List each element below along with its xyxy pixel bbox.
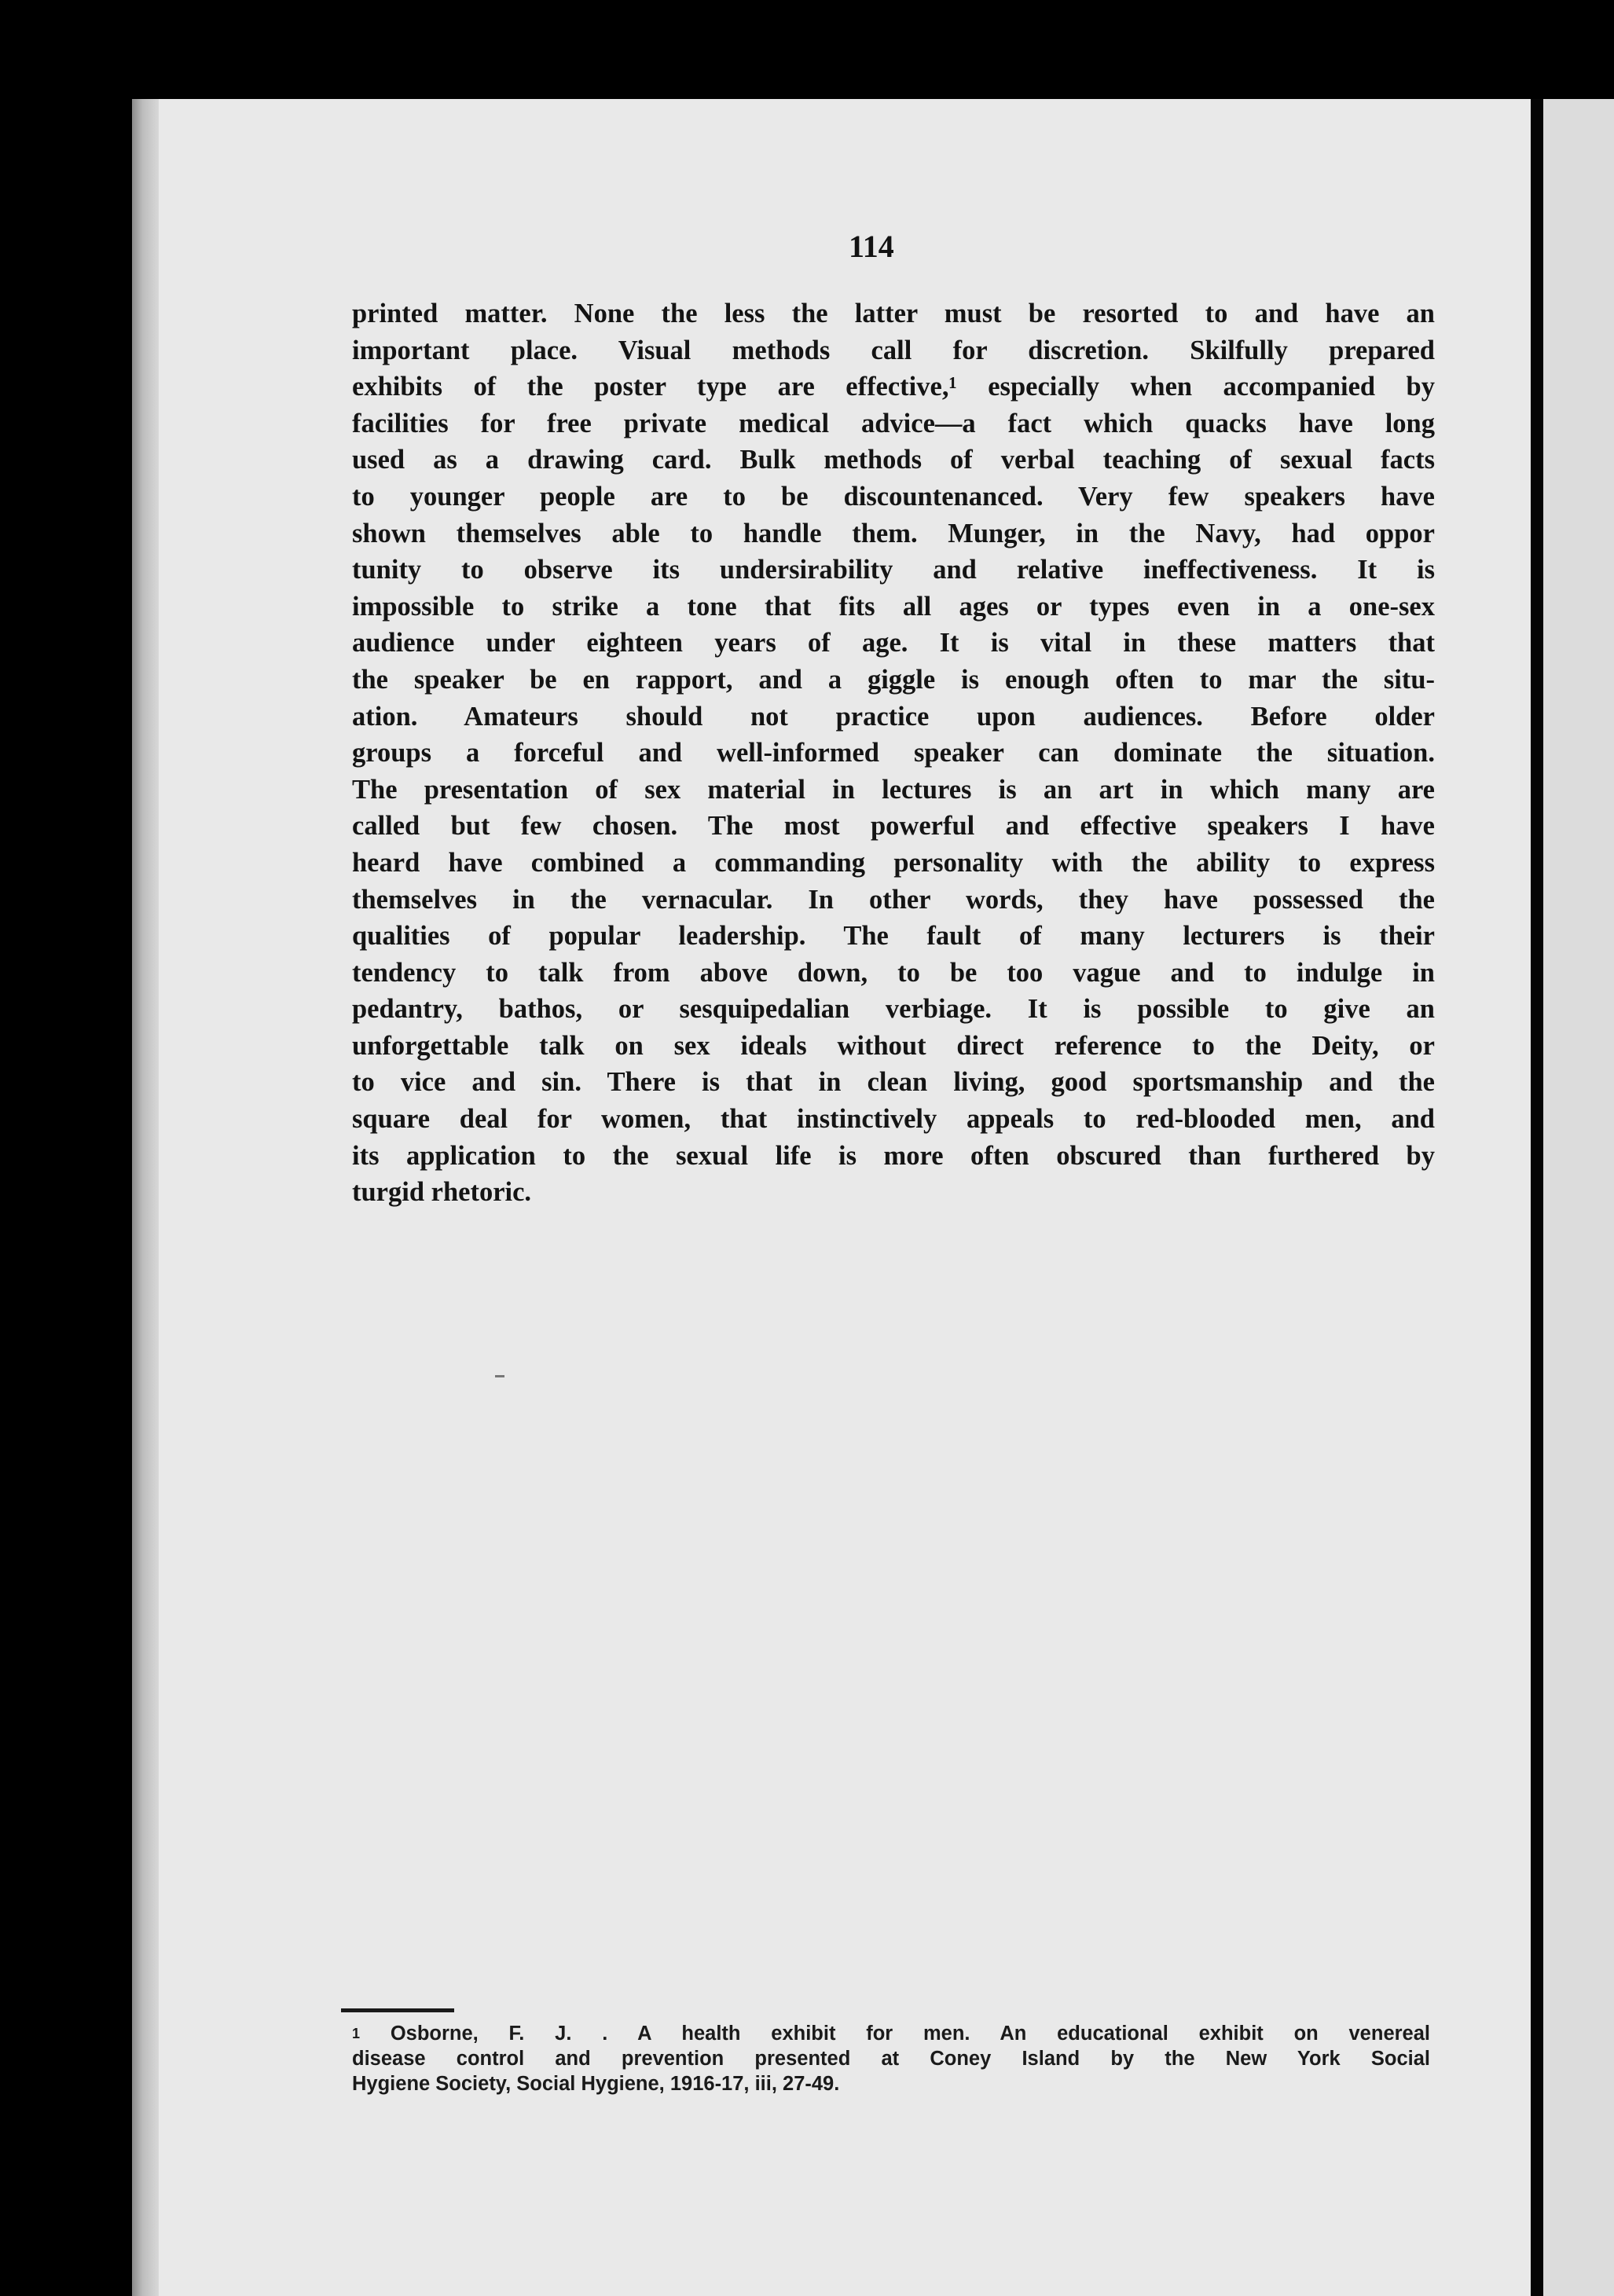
- body-line: tendency to talk from above down, to be too vague and to indulge in: [352, 957, 1435, 988]
- body-line: printed matter. None the less the latter must be resorted to and have an: [352, 299, 1435, 328]
- footnote-line: disease control and prevention presented at Coney Island by the New York Social: [352, 2048, 1430, 2070]
- footnote: [352, 2021, 1430, 2096]
- body-line: used as a drawing card. Bulk methods of verbal teaching of sexual facts: [352, 445, 1435, 475]
- body-paragraph: [352, 295, 1435, 1211]
- footnote-text: Osborne, F. J. . A health exhibit for men. An educational exhibit on venereal: [390, 2023, 1430, 2045]
- body-line: pedantry, bathos, or sesquipedalian verbiage. It is possible to give an: [352, 994, 1435, 1025]
- footnote-rule: [341, 2008, 454, 2012]
- body-line: impossible to strike a tone that fits all ages or types even in a one-sex: [352, 591, 1435, 622]
- footnote-line: Hygiene Society, Social Hygiene, 1916-17, iii, 27-49.: [352, 2073, 840, 2095]
- body-line: exhibits of the poster type are effective,¹ especially when accompanied by: [352, 372, 1435, 402]
- page-gutter: [132, 99, 159, 2296]
- body-line: shown themselves able to handle them. Munger, in the Navy, had oppor: [352, 518, 1435, 548]
- stray-print-mark: [495, 1375, 504, 1377]
- body-line: turgid rhetoric.: [352, 1177, 532, 1208]
- body-line: The presentation of sex material in lectures is an art in which many are: [352, 774, 1435, 805]
- body-line: called but few chosen. The most powerful and effective speakers I have: [352, 811, 1435, 842]
- body-line: groups a forceful and well-informed speaker can dominate the situation.: [352, 738, 1435, 768]
- footnote-marker: 1: [352, 2026, 361, 2041]
- body-line: to younger people are to be discountenanced. Very few speakers have: [352, 481, 1435, 512]
- body-line: the speaker be en rapport, and a giggle is enough often to mar the situ-: [352, 664, 1435, 695]
- body-line: audience under eighteen years of age. It is vital in these matters that: [352, 628, 1435, 658]
- body-line: to vice and sin. There is that in clean living, good sportsmanship and the: [352, 1067, 1435, 1098]
- body-line: heard have combined a commanding personality with the ability to express: [352, 847, 1435, 878]
- footnote-line: [352, 2021, 1430, 2046]
- page-number: 114: [849, 229, 894, 264]
- body-line: themselves in the vernacular. In other words, they have possessed the: [352, 884, 1435, 915]
- body-line: facilities for free private medical advice—a fact which quacks have long: [352, 408, 1435, 438]
- page-edge-divider: [1531, 99, 1543, 2296]
- adjacent-page: [1543, 99, 1614, 2296]
- body-line: unforgettable talk on sex ideals without direct reference to the Deity, or: [352, 1030, 1435, 1061]
- body-line: tunity to observe its undersirability and relative ineffectiveness. It is: [352, 555, 1435, 585]
- body-line: qualities of popular leadership. The fault of many lecturers is their: [352, 921, 1435, 952]
- body-line: its application to the sexual life is more often obscured than furthered by: [352, 1140, 1435, 1171]
- body-line: important place. Visual methods call for discretion. Skilfully prepared: [352, 335, 1435, 365]
- body-line: square deal for women, that instinctively appeals to red-blooded men, and: [352, 1104, 1435, 1135]
- body-line: ation. Amateurs should not practice upon audiences. Before older: [352, 701, 1435, 732]
